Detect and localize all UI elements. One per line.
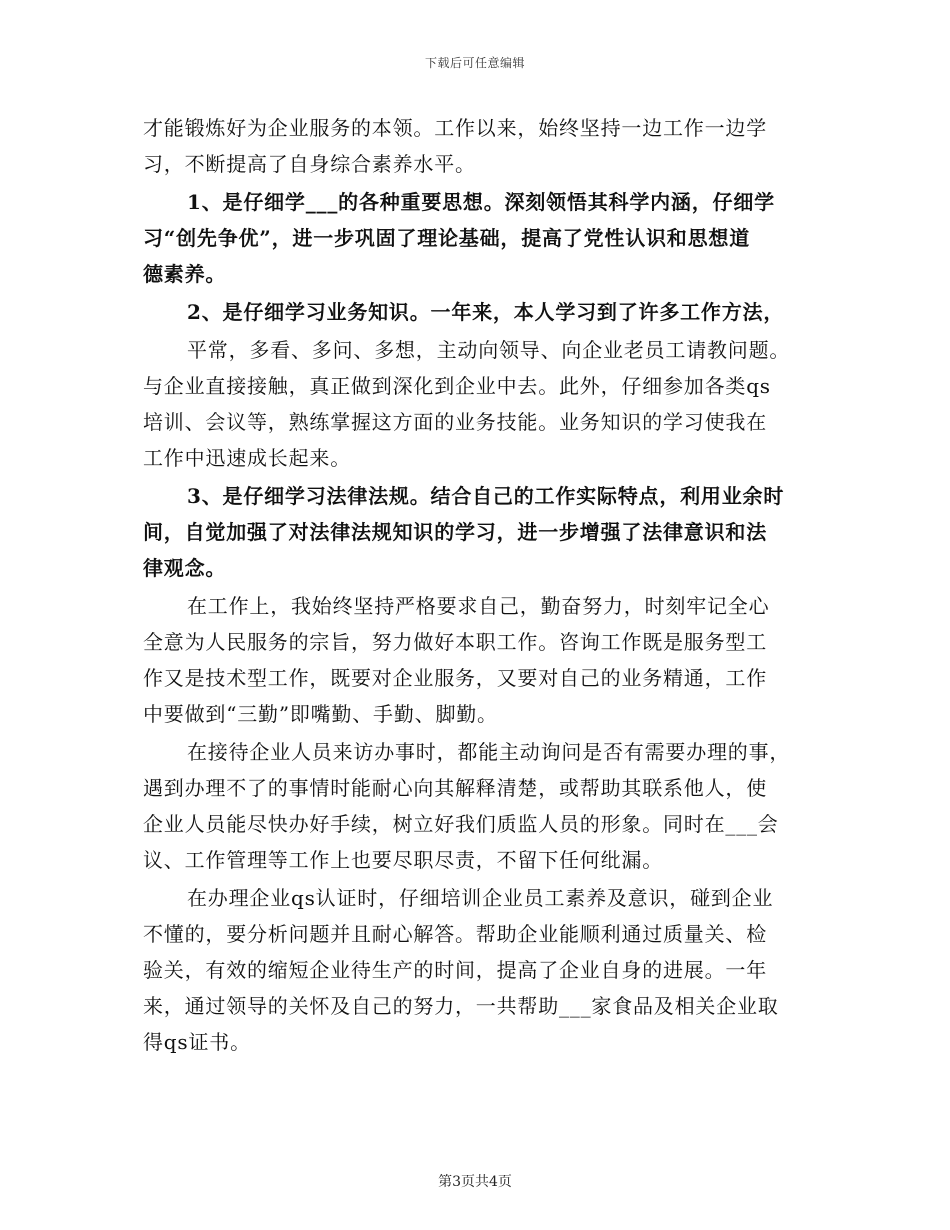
paragraph-item-2-body [143,332,811,476]
paragraph-item-1 [143,184,811,292]
page-header: 下载后可任意编辑 [424,56,525,70]
text-line: 企业人员能尽快办好手续，树立好我们质监人员的形象。同时在___会 [143,812,779,836]
document-body [143,110,811,1060]
text-line: 培训、会议等，熟练掌握这方面的业务技能。业务知识的学习使我在 [143,410,767,434]
text-line: 中要做到“三勤”即嘴勤、手勤、脚勤。 [143,702,498,726]
text-line: 平常，多看、多问、多想，主动向领导、向企业老员工请教问题。 [187,338,791,362]
text-line: 遇到办理不了的事情时能耐心向其解释清楚，或帮助其联系他人，使 [143,776,767,800]
text-line: 与企业直接接触，真正做到深化到企业中去。此外，仔细参加各类qs [143,374,771,398]
paragraph-item-3 [143,478,811,586]
text-line: 在工作上，我始终坚持严格要求自己，勤奋努力，时刻牢记全心 [187,594,770,618]
paragraph-intro-cont [143,110,811,182]
text-line: 议、工作管理等工作上也要尽职尽责，不留下任何纰漏。 [143,848,663,872]
text-line: 3、是仔细学习法律法规。结合自己的工作实际特点，利用业余时 [187,484,785,508]
paragraph-reception [143,734,811,878]
text-line: 习，不断提高了自身综合素养水平。 [143,152,476,176]
text-line: 律观念。 [143,556,227,580]
text-line: 在接待企业人员来访办事时，都能主动询问是否有需要办理的事， [187,740,791,764]
text-line: 德素养。 [143,262,227,286]
text-line: 全意为人民服务的宗旨，努力做好本职工作。咨询工作既是服务型工 [143,630,767,654]
text-line: 间，自觉加强了对法律法规知识的学习，进一步增强了法律意识和法 [143,520,767,544]
text-line: 工作中迅速成长起来。 [143,446,351,470]
text-line: 1、是仔细学___的各种重要思想。深刻领悟其科学内涵，仔细学 [187,190,775,214]
paragraph-item-2 [143,294,811,330]
text-line: 作又是技术型工作，既要对企业服务，又要对自己的业务精通，工作 [143,666,767,690]
text-line: 习“创先争优”，进一步巩固了理论基础，提高了党性认识和思想道 [143,226,751,250]
page-footer: 第3页共4页 [438,1174,512,1190]
text-line: 2、是仔细学习业务知识。一年来，本人学习到了许多工作方法， [187,300,785,324]
text-line: 才能锻炼好为企业服务的本领。工作以来，始终坚持一边工作一边学 [143,116,767,140]
paragraph-qs [143,880,811,1060]
paragraph-work [143,588,811,732]
text-line: 得qs证书。 [143,1030,251,1054]
text-line: 不懂的，要分析问题并且耐心解答。帮助企业能顺利通过质量关、检 [143,922,767,946]
text-line: 验关，有效的缩短企业待生产的时间，提高了企业自身的进展。一年 [143,958,767,982]
text-line: 来，通过领导的关怀及自己的努力，一共帮助___家食品及相关企业取 [143,994,779,1018]
text-line: 在办理企业qs认证时，仔细培训企业员工素养及意识，碰到企业 [187,886,774,910]
